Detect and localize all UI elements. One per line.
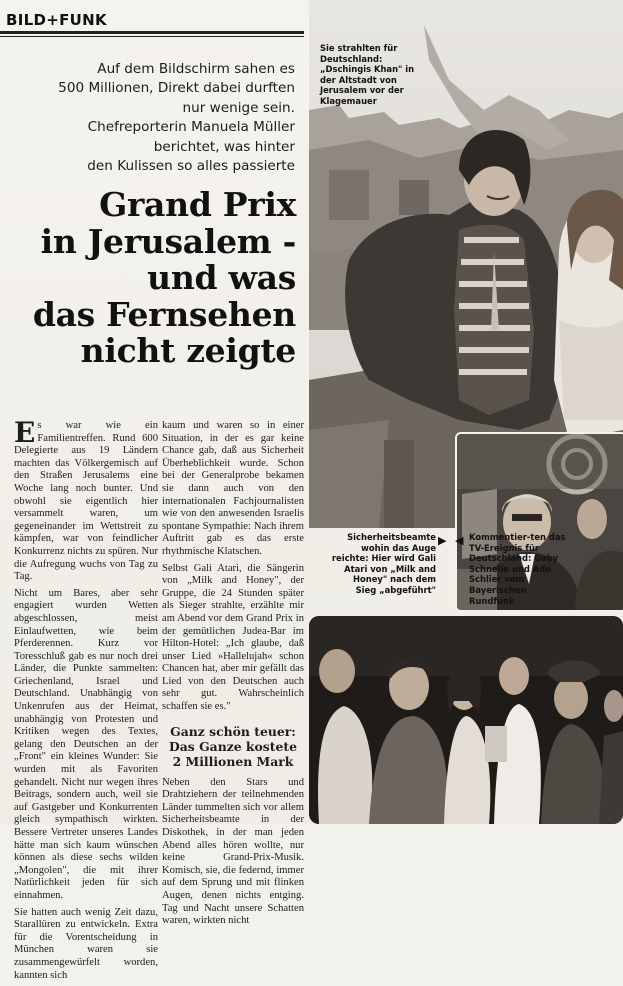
article-paragraph: Sie hatten auch wenig Zeit dazu, Starallüren zu entwickeln. Extra für die Vorentscheidung in München waren sie zusammengewürfelt worden, kannten sich	[14, 906, 158, 981]
section-rule-thin	[0, 36, 304, 37]
intro-line: nur wenige sein.	[182, 99, 295, 116]
crowd-photo-image	[309, 616, 623, 824]
article-column-1	[14, 416, 158, 986]
intro-line: Auf dem Bildschirm sahen es	[97, 61, 295, 77]
intro-line: berichtet, was hinter	[153, 138, 295, 155]
subheading-line: 2 Millionen Mark	[172, 753, 294, 769]
article-paragraph	[14, 416, 158, 584]
subheading-line: Ganz schön teuer:	[170, 723, 296, 739]
article-paragraph: Neben den Stars und Drahtziehern der teilnehmenden Länder tummelten sich vor allem Sicherheitsbeamte in der Diskothek, in der man jeden Abend alles hören wollte, nur keine Grand-Prix-Musik. Komisch, sie, die federnd, immer auf dem Sprung und mit flinken Augen, denen nichts entging. Tag und Nacht unsere Schatten waren, wirkten nicht	[162, 776, 304, 927]
caption-arrow-right-icon: ▶	[438, 534, 447, 547]
headline-line: und was	[147, 258, 296, 297]
subheading-line: Das Ganze kostete	[169, 738, 297, 754]
intro-line: den Kulissen so alles passierte	[87, 158, 295, 175]
subheading	[162, 724, 304, 769]
headline-line: das Fernsehen	[32, 294, 296, 334]
caption-main-photo: Sie strahlten für Deutschland: „Dschingis Khan" in der Altstadt von Jerusalem vor der Klagemauer	[320, 43, 415, 106]
caption-commentators: Kommentier-ten das TV-Ereignis für Deutschland: Gaby Schnelle und Ado Schlier vom Bayerischen Rundfunk	[469, 532, 566, 606]
headline	[0, 187, 296, 370]
crowd-photo	[309, 616, 623, 824]
headline-line: in Jerusalem -	[40, 221, 296, 261]
section-label: BILD+FUNK	[6, 11, 107, 29]
intro-line: Chefreporterin Manuela Müller	[87, 119, 295, 136]
section-rule	[0, 31, 304, 34]
caption-arrow-left-icon: ◀	[455, 534, 464, 547]
article-column-2	[162, 420, 304, 932]
headline-line: Grand Prix	[99, 185, 296, 224]
intro-text	[0, 60, 295, 176]
caption-security: Sicherheitsbeamte wohin das Auge reichte: Hier wird Gali Atari von „Milk and Honey" nach dem Sieg „abgeführt"	[331, 532, 436, 595]
headline-line: nicht zeigte	[80, 331, 296, 370]
article-paragraph: kaum und waren so in einer Situation, in der es gar keine Chance gab, daß aus Sicherheit Überheblichkeit wurde. Schon bei der Generalprobe bekamen sie dann auch von den internationalen Fachjournalisten wie von den anwesenden Israelis spontane Sympathie: Nach ihrem Auftritt gab es das erste rhythmische Klatschen.	[162, 420, 304, 557]
article-paragraph: Selbst Gali Atari, die Sängerin von „Milk and Honey", der Gruppe, die 24 Stunden später als Sieger strahlte, erzählte mir am Abend vor dem Grand Prix in der gemütlichen Judea-Bar im Hilton-Hotel: „Ich glaube, daß unser Lied »Hallelujah« schon Chancen hat, aber mir gefällt das Lied von den Deutschen auch sehr gut. Wahrscheinlich schaffen sie es."	[162, 562, 304, 713]
paragraph-text: s war wie ein Familientreffen. Rund 600 Delegierte aus 19 Ländern machten das Völkergemisch auf den Straßen Jerusalems eine Woche lang noch bunter. Und obwohl sie eigentlich hier versammelt waren, um gegeneinander im Wettstreit zu kämpfen, war von feindlicher Konkurrenz nichts zu spüren. Nur die Aufregung wuchs von Tag zu Tag.	[14, 420, 158, 583]
article-paragraph: Nicht um Bares, aber sehr engagiert wurden Wetten abgeschlossen, meist Einlaufwetten, wie beim Pferderennen. Kurz vor Toresschluß gab es nur noch drei Länder, die Punkte sammelten: Griechenland, Israel und Deutschland. Unabhängig von Unkenrufen aus der Heimat, unabhängig von Protesten und Kritiken wegen des Textes, gelang den Deutschen an der „Front" ein kleines Wunder: Sie wurden mit als Favoriten gehandelt. Nicht nur wegen ihres Beitrags, sondern auch, weil sie auf Gastgeber und Konkurrenten gleich sympathisch wirkten. Bessere Vertreter unseres Landes hätte man sich kaum wünschen können als diese sechs wilden „Mongolen", die mit ihrer Natürlichkeit jeden für sich einnahmen.	[14, 587, 158, 901]
drop-cap: E	[14, 416, 36, 449]
intro-line: 500 Millionen, Direkt dabei durften	[58, 80, 295, 97]
